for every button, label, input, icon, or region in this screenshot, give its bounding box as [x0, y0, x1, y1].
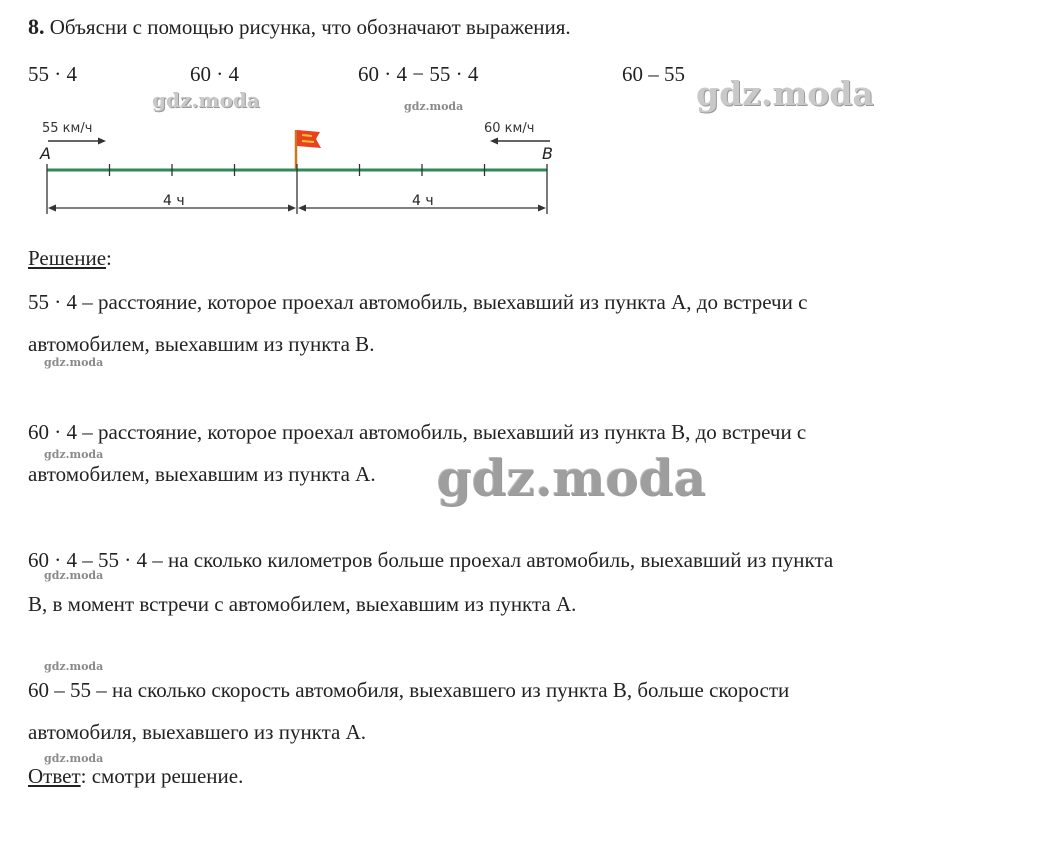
watermark-top-left: gdz.moda: [152, 88, 260, 112]
solution-heading-colon: :: [106, 246, 112, 270]
solution-item-4-line-2: автомобиля, выехавшего из пункта А.: [28, 720, 367, 744]
motion-diagram: [20, 108, 590, 226]
solution-heading: [28, 248, 112, 269]
solution-item-2-line-1: 60 · 4 – расстояние, которое проехал автомобиль, выехавший из пункта В, до встречи с: [28, 420, 807, 444]
answer-text: : смотри решение.: [80, 764, 244, 788]
solution-item-4-line-1: 60 – 55 – на сколько скорость автомобиля, выехавшего из пункта В, больше скорости: [28, 678, 790, 702]
flag-icon: [296, 130, 321, 170]
speed-b-label: 60 км/ч: [484, 121, 535, 136]
task-title: [28, 16, 571, 38]
arrow-left-icon: [490, 138, 550, 145]
point-a-label: A: [40, 144, 51, 163]
solution-item-3-line-2: В, в момент встречи с автомобилем, выехавшим из пункта А.: [28, 592, 577, 616]
watermark-large: gdz.moda: [436, 448, 706, 507]
watermark-small-6: gdz.moda: [44, 752, 104, 765]
arrow-right-icon: [48, 138, 106, 145]
expression-1: 55 · 4: [28, 62, 77, 86]
watermark-small-2: gdz.moda: [44, 356, 104, 369]
time-right-label: 4 ч: [412, 193, 434, 209]
solution-heading-label: Решение: [28, 246, 107, 270]
watermark-top-right: gdz.moda: [696, 74, 874, 113]
expression-4: 60 – 55: [622, 62, 685, 86]
solution-item-1-line-2: автомобилем, выехавшим из пункта В.: [28, 332, 375, 356]
watermark-small-5: gdz.moda: [44, 660, 104, 673]
speed-a-label: 55 км/ч: [42, 121, 93, 136]
watermark-small-1: gdz.moda: [404, 100, 464, 113]
time-left-label: 4 ч: [163, 193, 185, 209]
expression-3: 60 · 4 − 55 · 4: [358, 62, 479, 86]
answer: [28, 766, 243, 787]
solution-item-2-line-2: автомобилем, выехавшим из пункта А.: [28, 462, 376, 486]
expression-2: 60 · 4: [190, 62, 239, 86]
solution-item-3-line-1: 60 · 4 – 55 · 4 – на сколько километров больше проехал автомобиль, выехавший из пункта: [28, 548, 834, 572]
point-b-label: B: [542, 144, 553, 163]
task-text: Объясни с помощью рисунка, что обозначают выражения.: [49, 15, 571, 39]
watermark-small-3: gdz.moda: [44, 448, 104, 461]
task-number: 8.: [28, 14, 45, 39]
solution-item-1-line-1: 55 · 4 – расстояние, которое проехал автомобиль, выехавший из пункта А, до встречи с: [28, 290, 808, 314]
answer-label: Ответ: [28, 764, 81, 788]
watermark-small-4: gdz.moda: [44, 569, 104, 582]
